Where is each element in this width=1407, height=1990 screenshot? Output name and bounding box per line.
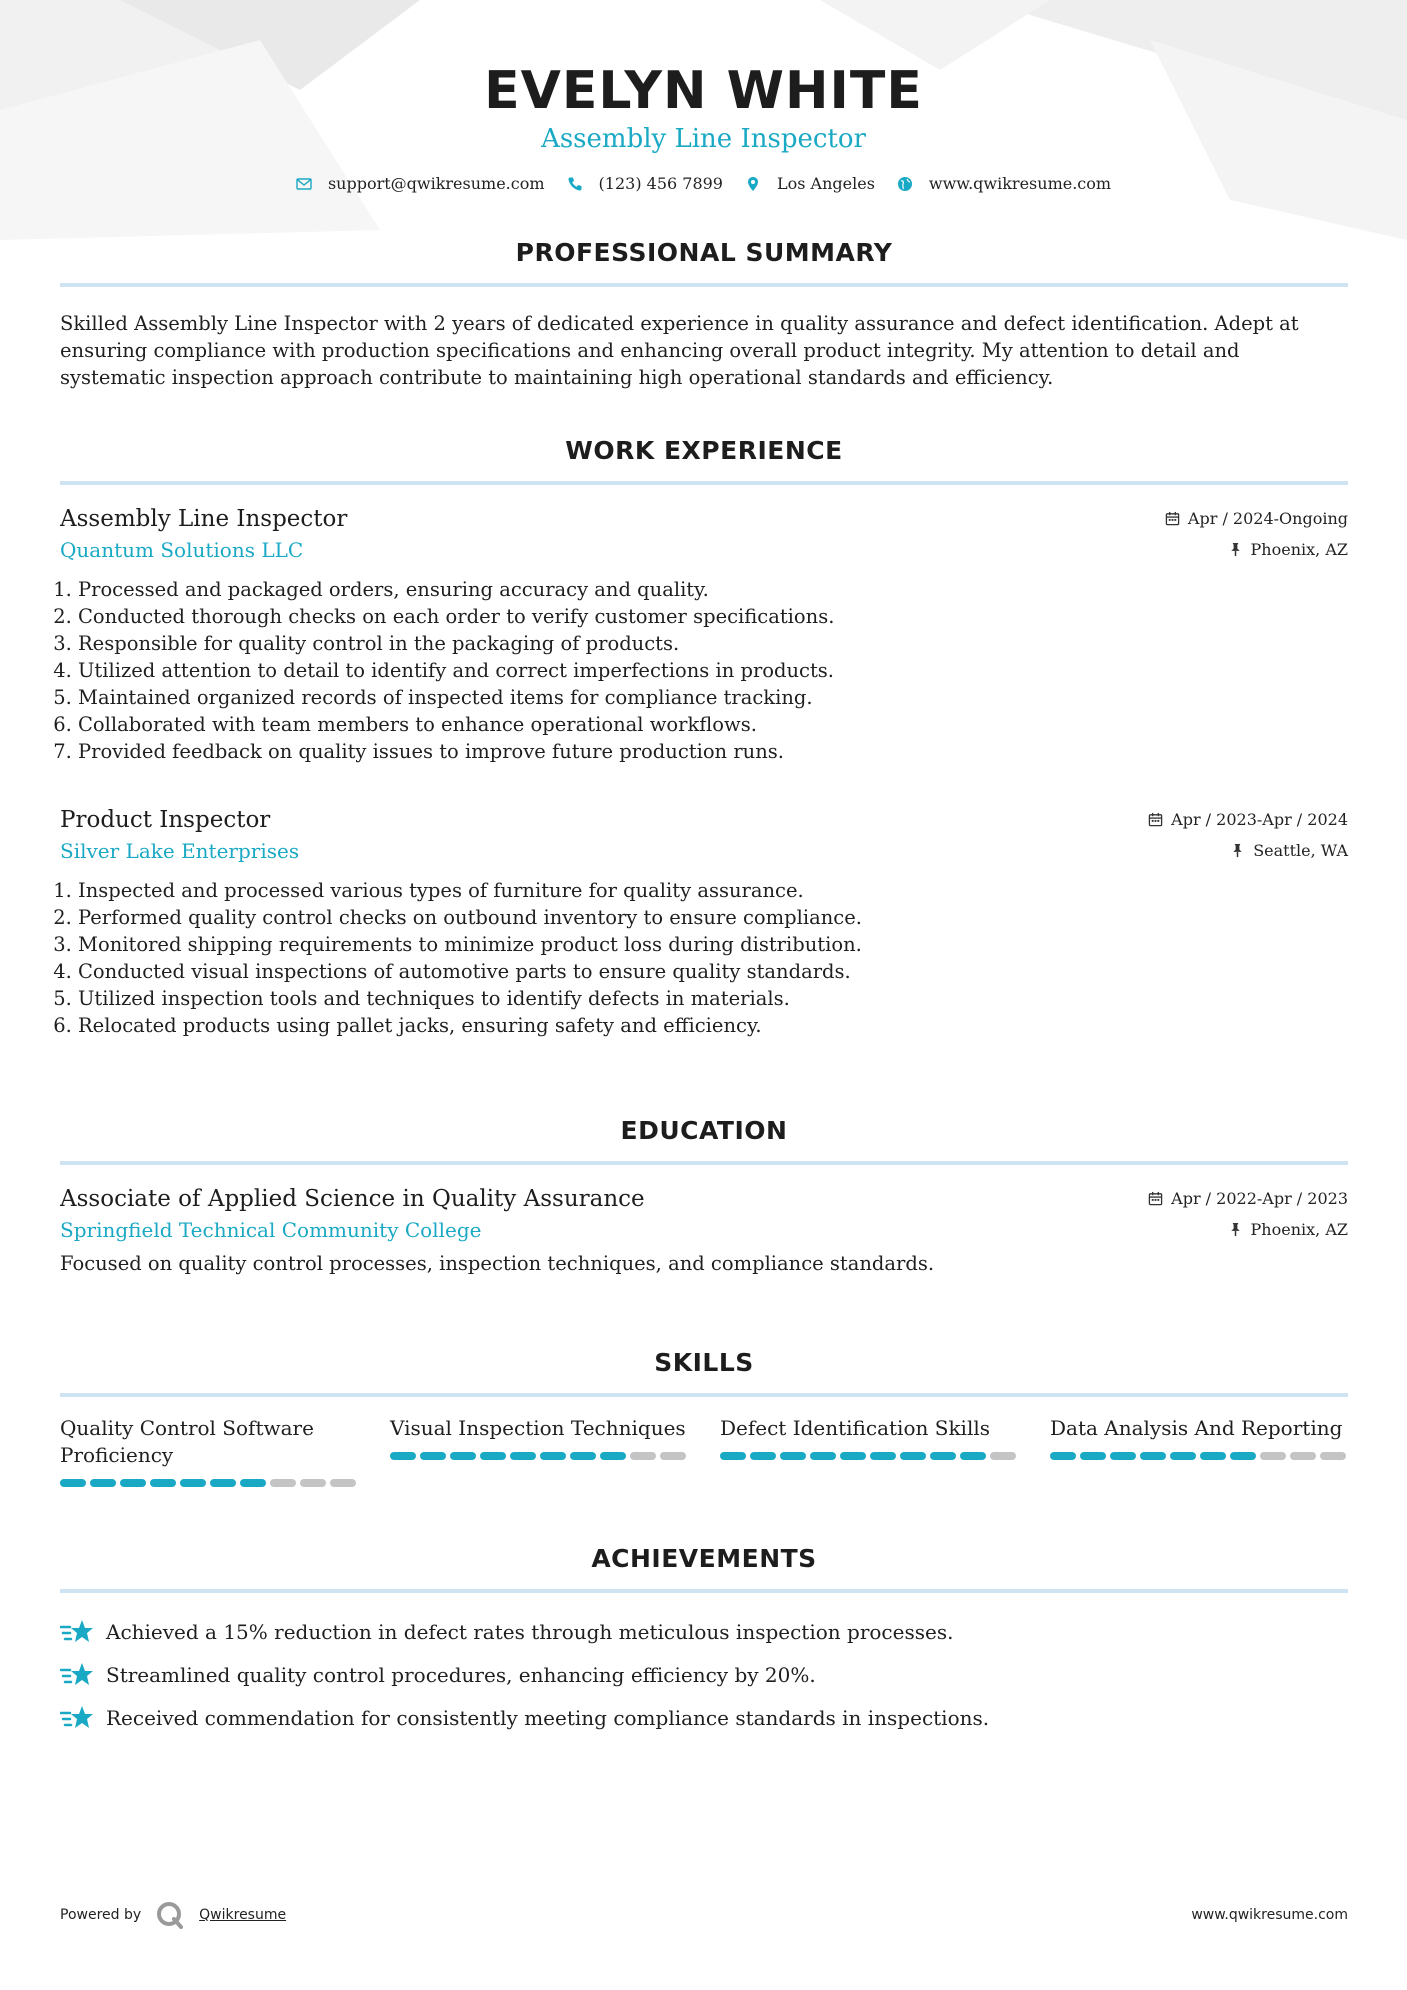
calendar-icon (1165, 511, 1180, 526)
achievement-text: Received commendation for consistently meeting compliance standards in inspections. (106, 1705, 990, 1730)
skill-dot-empty (660, 1452, 686, 1460)
contact-bar (0, 174, 1407, 193)
envelope-icon (296, 176, 312, 192)
location-text: Los Angeles (776, 174, 875, 193)
candidate-title: Assembly Line Inspector (541, 124, 866, 154)
phone-icon (567, 176, 583, 192)
skill-dot-filled (900, 1452, 926, 1460)
achievement-item (60, 1610, 1350, 1653)
shooting-star-icon (60, 1703, 94, 1733)
achievements-list (60, 1610, 1350, 1739)
skill-dot-empty (1320, 1452, 1346, 1460)
list-item: 6. Collaborated with team members to enhance operational workflows. (78, 711, 1348, 738)
skill-dot-empty (300, 1479, 326, 1487)
job-dates (1165, 509, 1348, 528)
contact-website[interactable] (897, 174, 1111, 193)
skill-name: Quality Control Software Proficiency (60, 1416, 314, 1467)
job-dates (1148, 810, 1348, 829)
achievement-text: Streamlined quality control procedures, enhancing efficiency by 20%. (106, 1662, 816, 1687)
list-item: 7. Provided feedback on quality issues to improve future production runs. (78, 738, 1348, 765)
location-text: Phoenix, AZ (1250, 1220, 1348, 1239)
skill-dot-filled (1200, 1452, 1226, 1460)
skill-dot-filled (720, 1452, 746, 1460)
skill-item (390, 1415, 690, 1487)
skill-dot-filled (240, 1479, 266, 1487)
powered-by-label: Powered by (60, 1907, 142, 1923)
skill-dot-filled (1080, 1452, 1106, 1460)
experience-item (60, 807, 1348, 1039)
skill-dot-filled (840, 1452, 866, 1460)
location-text: Phoenix, AZ (1250, 540, 1348, 559)
school-name: Springfield Technical Community College (60, 1218, 482, 1242)
achievement-text: Achieved a 15% reduction in defect rates through meticulous inspection processes. (106, 1619, 954, 1644)
skill-dot-filled (150, 1479, 176, 1487)
job-location (1228, 540, 1348, 559)
email-text: support@qwikresume.com (327, 174, 545, 193)
powered-by (60, 1900, 286, 1930)
skill-dot-filled (390, 1452, 416, 1460)
resume-header (0, 0, 1407, 193)
location-text: Seattle, WA (1253, 841, 1348, 860)
brand-link[interactable]: Qwikresume (199, 1907, 287, 1923)
skill-name: Defect Identification Skills (720, 1416, 991, 1440)
skill-dot-filled (810, 1452, 836, 1460)
skills-list (60, 1415, 1350, 1487)
education-description: Focused on quality control processes, inspection techniques, and compliance standards. (60, 1252, 935, 1275)
dates-text: Apr / 2023-Apr / 2024 (1171, 810, 1348, 829)
skill-dot-filled (600, 1452, 626, 1460)
achievement-item (60, 1696, 1350, 1739)
skill-dot-filled (780, 1452, 806, 1460)
section-title-summary: PROFESSIONAL SUMMARY (515, 238, 893, 267)
dates-text: Apr / 2024-Ongoing (1187, 509, 1348, 528)
globe-icon (897, 176, 913, 192)
education-location (1228, 1220, 1348, 1239)
candidate-name: EVELYN WHITE (484, 61, 923, 121)
calendar-icon (1148, 812, 1163, 827)
pushpin-icon (1230, 843, 1245, 858)
list-item: 6. Relocated products using pallet jacks, ensuring safety and efficiency. (78, 1012, 1348, 1039)
list-item: 3. Monitored shipping requirements to minimize product loss during distribution. (78, 931, 1348, 958)
job-title: Product Inspector (60, 807, 271, 833)
skill-item (60, 1415, 360, 1487)
shooting-star-icon (60, 1660, 94, 1690)
skill-dot-filled (870, 1452, 896, 1460)
skill-dot-filled (930, 1452, 956, 1460)
skill-dot-filled (420, 1452, 446, 1460)
contact-email[interactable] (296, 174, 545, 193)
skill-dot-filled (1110, 1452, 1136, 1460)
skill-dot-filled (60, 1479, 86, 1487)
skill-dot-filled (1050, 1452, 1076, 1460)
list-item: 1. Processed and packaged orders, ensuring accuracy and quality. (78, 576, 1348, 603)
degree-title: Associate of Applied Science in Quality Assurance (60, 1186, 645, 1212)
skill-dot-filled (90, 1479, 116, 1487)
skill-dot-filled (120, 1479, 146, 1487)
contact-phone[interactable] (567, 174, 723, 193)
skill-dot-filled (570, 1452, 596, 1460)
list-item: 4. Conducted visual inspections of automotive parts to ensure quality standards. (78, 958, 1348, 985)
skill-dot-filled (1230, 1452, 1256, 1460)
skill-dot-empty (1260, 1452, 1286, 1460)
job-location (1230, 841, 1348, 860)
education-dates (1148, 1189, 1348, 1208)
footer-website[interactable]: www.qwikresume.com (1191, 1907, 1348, 1923)
skill-dot-filled (540, 1452, 566, 1460)
list-item: 4. Utilized attention to detail to identify and correct imperfections in products. (78, 657, 1348, 684)
section-divider (60, 283, 1348, 287)
skill-name: Data Analysis And Reporting (1050, 1416, 1343, 1440)
contact-location (745, 174, 875, 193)
list-item: 2. Performed quality control checks on outbound inventory to ensure compliance. (78, 904, 1348, 931)
skill-dot-filled (180, 1479, 206, 1487)
company-name: Quantum Solutions LLC (60, 538, 304, 562)
skill-rating (720, 1452, 1020, 1460)
section-title-education: EDUCATION (620, 1116, 788, 1145)
skill-rating (60, 1479, 360, 1487)
skill-name: Visual Inspection Techniques (390, 1416, 686, 1440)
skill-dot-filled (1140, 1452, 1166, 1460)
pushpin-icon (1228, 542, 1243, 557)
website-text: www.qwikresume.com (928, 174, 1112, 193)
shooting-star-icon (60, 1617, 94, 1647)
calendar-icon (1148, 1191, 1163, 1206)
responsibility-list (60, 877, 1348, 1039)
section-title-skills: SKILLS (654, 1348, 754, 1377)
skill-dot-empty (270, 1479, 296, 1487)
skill-item (720, 1415, 1020, 1487)
company-name: Silver Lake Enterprises (60, 839, 300, 863)
list-item: 5. Maintained organized records of inspected items for compliance tracking. (78, 684, 1348, 711)
section-divider (60, 1393, 1348, 1397)
phone-text: (123) 456 7899 (598, 174, 723, 193)
skill-dot-filled (480, 1452, 506, 1460)
education-item (60, 1186, 1348, 1277)
map-pin-icon (745, 176, 761, 192)
skill-dot-filled (960, 1452, 986, 1460)
dates-text: Apr / 2022-Apr / 2023 (1171, 1189, 1348, 1208)
skill-rating (1050, 1452, 1350, 1460)
list-item: 1. Inspected and processed various types of furniture for quality assurance. (78, 877, 1348, 904)
skill-dot-empty (630, 1452, 656, 1460)
skill-rating (390, 1452, 690, 1460)
skill-dot-empty (1290, 1452, 1316, 1460)
skill-dot-filled (450, 1452, 476, 1460)
responsibility-list (60, 576, 1348, 765)
list-item: 2. Conducted thorough checks on each order to verify customer specifications. (78, 603, 1348, 630)
summary-text: Skilled Assembly Line Inspector with 2 years of dedicated experience in quality assurance and defect identification. Adept at ensuring compliance with production specifications and enhancing overall product integrity. My attention to detail and systematic inspection approach contribute to maintaining high operational standards and efficiency. (60, 312, 1299, 389)
skill-item (1050, 1415, 1350, 1487)
skill-dot-filled (210, 1479, 236, 1487)
skill-dot-empty (990, 1452, 1016, 1460)
section-divider (60, 1161, 1348, 1165)
section-divider (60, 481, 1348, 485)
section-divider (60, 1589, 1348, 1593)
footer (60, 1900, 1348, 1930)
achievement-item (60, 1653, 1350, 1696)
qwikresume-logo-icon (155, 1900, 185, 1930)
skill-dot-empty (330, 1479, 356, 1487)
pushpin-icon (1228, 1222, 1243, 1237)
job-title: Assembly Line Inspector (60, 506, 348, 532)
list-item: 5. Utilized inspection tools and techniques to identify defects in materials. (78, 985, 1348, 1012)
section-title-achievements: ACHIEVEMENTS (591, 1544, 817, 1573)
skill-dot-filled (750, 1452, 776, 1460)
skill-dot-filled (1170, 1452, 1196, 1460)
list-item: 3. Responsible for quality control in the packaging of products. (78, 630, 1348, 657)
experience-item (60, 506, 1348, 765)
section-title-experience: WORK EXPERIENCE (565, 436, 843, 465)
skill-dot-filled (510, 1452, 536, 1460)
